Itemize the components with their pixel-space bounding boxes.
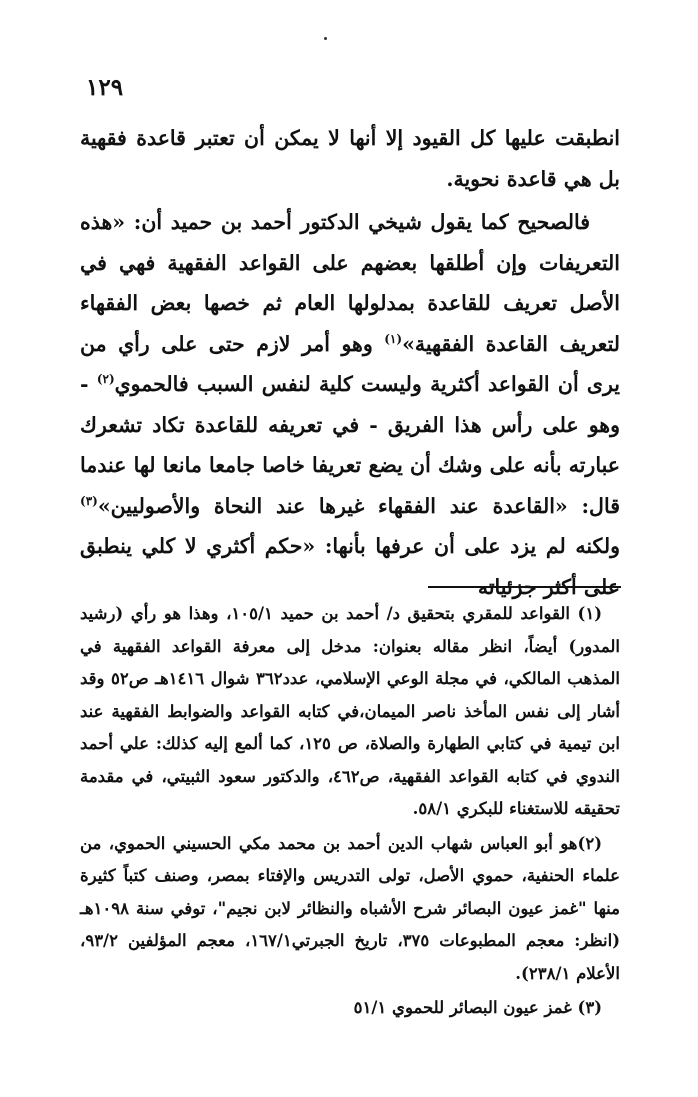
- footnote-ref-1[interactable]: (١): [384, 331, 403, 346]
- main-text: [80, 118, 620, 607]
- paragraph-2-part-1: فالصحيح كما يقول شيخي الدكتور أحمد بن حميد أن: «هذه التعريفات وإن أطلقها بعضهم على القواعد الفقهية فهي في الأصل تعريف للقاعدة بمدلولها العام ثم خصها بعض الفقهاء لتعريف القاعدة الفقهية»: [80, 210, 620, 356]
- page-number: ١٢٩: [86, 74, 124, 101]
- footnotes-section: [80, 598, 620, 1025]
- footnote-1: (١) القواعد للمقري بتحقيق د/ أحمد بن حميد ١٠٥/١، وهذا هو رأي (رشيد المدور) أيضاً، انظر مقاله بعنوان: مدخل إلى معرفة القواعد الفقهية في المذهب المالكي، في مجلة الوعي الإسلامي، عدد٣٦٢ شوال ١٤١٦هـ ص٥٢ وقد أشار إلى نفس المأخذ ناصر الميمان،في كتابه القواعد والضوابط الفقهية عند ابن تيمية في كتابي الطهارة والصلاة، ص ١٢٥، كما ألمع إليه كذلك: علي أحمد الندوي في كتابه القواعد الفقهية، ص٤٦٢، والدكتور سعود الثبيتي، في مقدمة تحقيقه للاستغناء للبكري ٥٨/١.: [80, 604, 621, 818]
- footnote-ref-3[interactable]: (٣): [80, 493, 98, 508]
- paragraph-2-part-4: ولكنه لم يزد على أن عرفها بأنها: «حكم أكثري لا كلي ينطبق على أكثر جزئياته: [80, 534, 620, 599]
- footnote-separator: [428, 586, 621, 588]
- paragraph-2-part-2: وهو أمر لازم حتى على رأي من يرى أن القواعد أكثرية وليست كلية لنفس السبب فالحموي: [80, 331, 620, 396]
- ink-dot: [324, 37, 327, 40]
- footnote-2: (٢)هو أبو العباس شهاب الدين أحمد بن محمد مكي الحسيني الحموي، من علماء الحنفية، حموي الأصل، تولى التدريس والإفتاء بمصر، وصنف كتباً كثيرة منها "غمز عيون البصائر شرح الأشباه والنظائر لابن نجيم"، توفي سنة ١٠٩٨هـ (انظر: معجم المطبوعات ٣٧٥، تاريخ الجبرتي١٦٧/١، معجم المؤلفين ٩٣/٢، الأعلام ٢٣٨/١).: [80, 833, 620, 983]
- paragraph-1: انطبقت عليها كل القيود إلا أنها لا يمكن أن تعتبر قاعدة فقهية بل هي قاعدة نحوية.: [80, 126, 620, 191]
- footnote-ref-2[interactable]: (٢): [96, 372, 115, 387]
- paragraph-2: [80, 202, 620, 607]
- footnote-3: (٣) غمز عيون البصائر للحموي ٥١/١: [353, 998, 602, 1017]
- paragraph-2-part-3: - وهو على رأس هذا الفريق - في تعريفه للقاعدة تكاد تشعرك عبارته بأنه على وشك أن يضع تعريفا خاصا جامعا مانعا لها عندما قال: «القاعدة عند الفقهاء غيرها عند النحاة والأصوليين»: [80, 372, 620, 518]
